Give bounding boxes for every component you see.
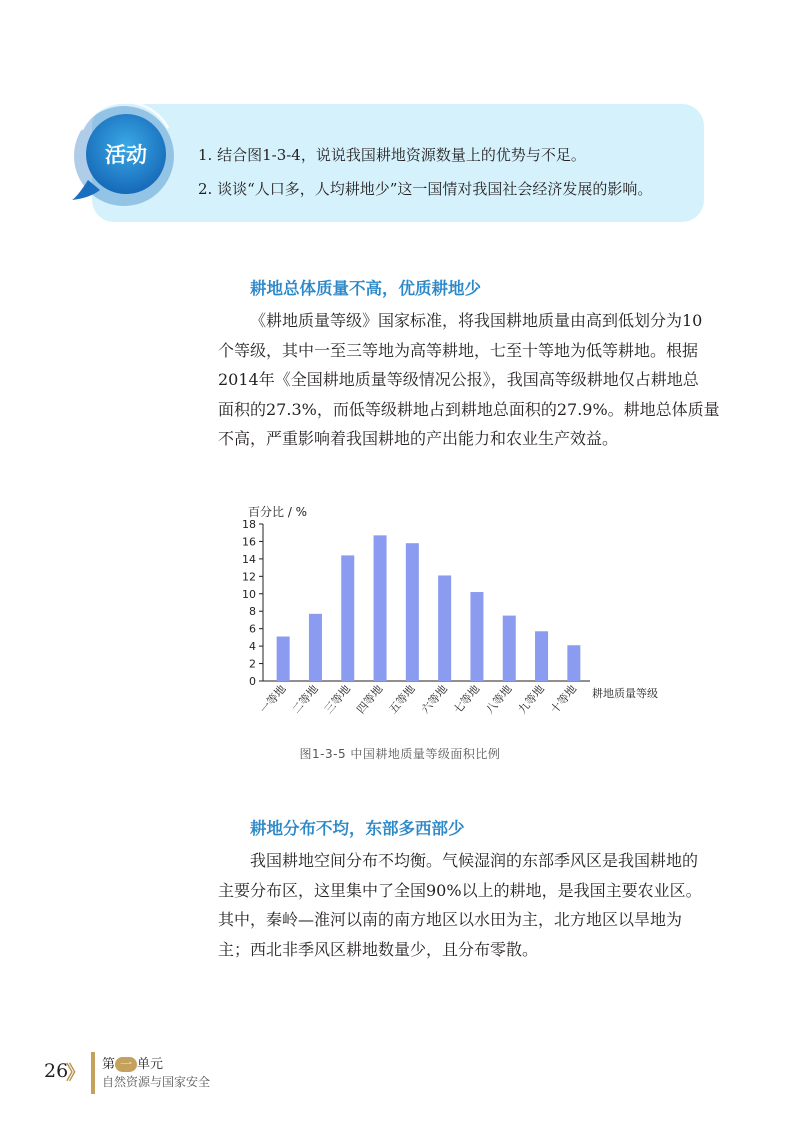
footer-divider bbox=[91, 1052, 95, 1094]
chevron-icon: 》 bbox=[66, 1062, 86, 1084]
chart-y-tick-label: 10 bbox=[242, 587, 256, 601]
chart-y-tick-label: 16 bbox=[242, 535, 256, 549]
chart-y-tick-label: 8 bbox=[249, 605, 256, 619]
chart-x-tick-label: 四等地 bbox=[354, 682, 386, 717]
chart-x-tick-label: 六等地 bbox=[418, 682, 450, 717]
chart-bar bbox=[341, 555, 354, 681]
unit-suffix: 单元 bbox=[137, 1057, 164, 1072]
chart-xlabel: 耕地质量等级 bbox=[592, 687, 658, 700]
chart-x-tick-label: 一等地 bbox=[257, 682, 289, 717]
section-title-distribution: 耕地分布不均，东部多西部少 bbox=[250, 819, 465, 838]
unit-number-badge: 一 bbox=[115, 1057, 137, 1072]
section2-paragraph bbox=[218, 846, 702, 964]
section1-paragraph bbox=[218, 306, 720, 454]
chart-bar bbox=[374, 535, 387, 681]
chart-bar bbox=[406, 543, 419, 681]
page-number: 26 bbox=[44, 1060, 69, 1082]
activity-badge-label: 活动 bbox=[105, 143, 147, 167]
section1-line: 面积的27.3%，而低等级耕地占到耕地总面积的27.9%。耕地总体质量 bbox=[218, 399, 720, 419]
chart-bar bbox=[503, 616, 516, 681]
chart-y-tick-label: 6 bbox=[249, 622, 256, 636]
unit-subtitle: 自然资源与国家安全 bbox=[102, 1075, 211, 1089]
section2-line: 其中，秦岭—淮河以南的南方地区以水田为主，北方地区以旱地为 bbox=[218, 910, 683, 930]
chart-y-tick-label: 12 bbox=[242, 570, 256, 584]
chart-bar bbox=[567, 645, 580, 681]
chart-y-tick-label: 4 bbox=[249, 640, 256, 654]
chart-x-tick-label: 八等地 bbox=[483, 682, 515, 717]
section2-line: 我国耕地空间分布不均衡。气候湿润的东部季风区是我国耕地的 bbox=[250, 851, 699, 870]
unit-label bbox=[102, 1053, 163, 1072]
activity-line-2: 2. 谈谈“人口多，人均耕地少”这一国情对我国社会经济发展的影响。 bbox=[198, 180, 653, 198]
unit-prefix: 第 bbox=[102, 1057, 116, 1072]
chart-bar bbox=[535, 631, 548, 681]
activity-lines bbox=[198, 138, 652, 206]
chart-bar bbox=[470, 592, 483, 681]
chart-x-tick-label: 七等地 bbox=[451, 682, 483, 717]
chart-ylabel: 百分比 / % bbox=[248, 505, 308, 519]
section1-line: 2014年《全国耕地质量等级情况公报》，我国高等级耕地仅占耕地总 bbox=[218, 370, 699, 390]
section-title-quality: 耕地总体质量不高，优质耕地少 bbox=[250, 279, 481, 298]
chart-bar bbox=[277, 637, 290, 681]
chart-bar bbox=[438, 575, 451, 681]
section1-line: 不高，严重影响着我国耕地的产出能力和农业生产效益。 bbox=[218, 429, 619, 449]
chart-y-tick-label: 18 bbox=[242, 518, 256, 531]
chart-y-tick-label: 0 bbox=[249, 675, 256, 688]
activity-badge-icon bbox=[68, 100, 180, 212]
section2-line: 主；西北非季风区耕地数量少，且分布零散。 bbox=[218, 939, 539, 959]
chart-y-tick-label: 14 bbox=[242, 552, 256, 566]
section2-line: 主要分布区，这里集中了全国90%以上的耕地，是我国主要农业区。 bbox=[218, 880, 702, 900]
quality-grade-chart bbox=[225, 496, 695, 741]
chart-bar bbox=[309, 614, 322, 681]
figure-caption: 图1-3-5 中国耕地质量等级面积比例 bbox=[299, 747, 501, 761]
activity-line-1: 1. 结合图1-3-4，说说我国耕地资源数量上的优势与不足。 bbox=[198, 146, 586, 164]
chart-x-tick-label: 二等地 bbox=[289, 682, 321, 717]
section1-line: 个等级，其中一至三等地为高等耕地，七至十等地为低等耕地。根据 bbox=[218, 340, 699, 360]
chart-x-tick-label: 三等地 bbox=[321, 682, 354, 717]
chart-x-tick-label: 五等地 bbox=[386, 682, 418, 717]
section1-line: 《耕地质量等级》国家标准，将我国耕地质量由高到低划分为10 bbox=[250, 311, 703, 330]
chart-y-tick-label: 2 bbox=[249, 657, 256, 671]
chart-x-tick-label: 十等地 bbox=[547, 682, 580, 717]
chart-x-tick-label: 九等地 bbox=[515, 682, 547, 717]
